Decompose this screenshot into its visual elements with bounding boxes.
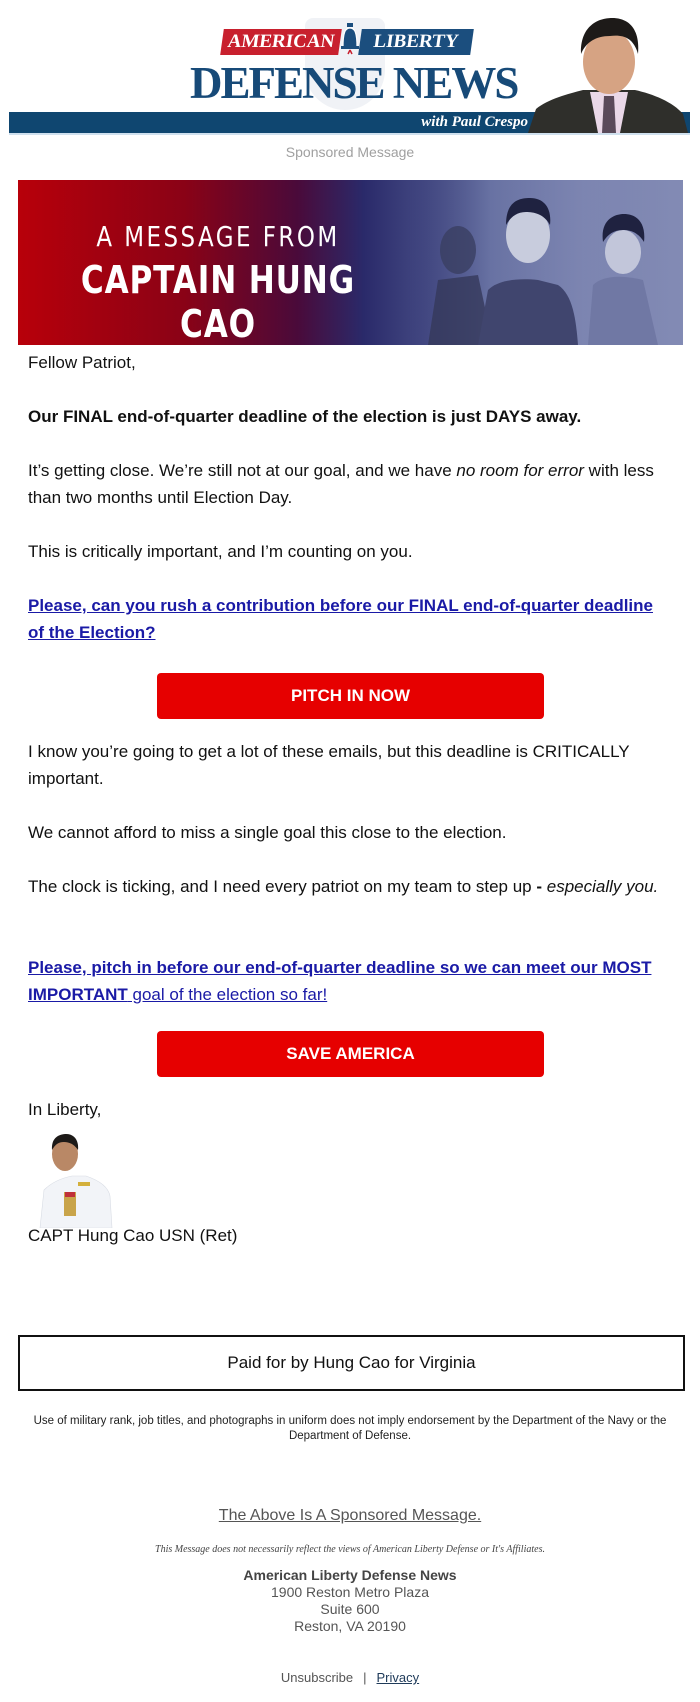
sponsored-message-link-text[interactable]: The Above Is A Sponsored Message. bbox=[218, 1507, 482, 1524]
footer-separator: | bbox=[363, 1670, 367, 1685]
save-america-button[interactable]: SAVE AMERICA bbox=[157, 1031, 544, 1077]
signature-photo bbox=[38, 1132, 114, 1228]
paragraph-5 bbox=[28, 873, 668, 900]
sponsored-label: Sponsored Message bbox=[285, 144, 415, 160]
footer-address-line-1: 1900 Reston Metro Plaza bbox=[271, 1584, 429, 1600]
headline bbox=[28, 403, 668, 430]
donate-link-2-rest[interactable]: goal of the election so far! bbox=[127, 985, 328, 1004]
header-band-underline bbox=[9, 133, 690, 135]
paragraph-5-dash: - bbox=[536, 877, 543, 896]
donate-link-1[interactable] bbox=[28, 592, 668, 646]
views-disclaimer: This Message does not necessarily reflect the views of American Liberty Defense or It's Affiliates. bbox=[155, 1544, 545, 1555]
footer-address-line-3: Reston, VA 20190 bbox=[294, 1618, 406, 1634]
paragraph-5-emphasis: especially you. bbox=[542, 877, 659, 896]
footer-address bbox=[0, 1567, 700, 1635]
donate-link-1-text[interactable]: Please, can you rush a contribution before our FINAL end-of-quarter deadline of the Election? bbox=[28, 596, 653, 642]
paragraph-2: This is critically important, and I’m counting on you. bbox=[28, 542, 413, 561]
donate-link-2-bold[interactable]: Please, pitch in before our end-of-quarter deadline so we can meet our MOST IMPORTANT bbox=[28, 958, 652, 1004]
paragraph-5-start: The clock is ticking, and I need every patriot on my team to step up bbox=[28, 877, 537, 896]
privacy-link[interactable]: Privacy bbox=[376, 1670, 420, 1685]
paragraph-1-emphasis: no room for error bbox=[456, 461, 584, 480]
footer-links bbox=[0, 1670, 700, 1685]
banner-line-2: CAPTAIN HUNG CAO bbox=[80, 258, 356, 345]
header-tagline: with Paul Crespo bbox=[421, 114, 528, 130]
donate-link-2[interactable] bbox=[28, 954, 668, 1008]
paragraph-4: We cannot afford to miss a single goal this close to the election. bbox=[28, 823, 507, 842]
paragraph-1-end: with less than two months until Election Day. bbox=[28, 461, 654, 507]
hero-banner[interactable] bbox=[18, 180, 683, 345]
footer-org-name: American Liberty Defense News bbox=[243, 1567, 457, 1583]
footer-address-line-2: Suite 600 bbox=[320, 1601, 380, 1617]
military-disclaimer: Use of military rank, job titles, and photographs in uniform does not imply endorsement by the Department of the Navy or the Department of Defense. bbox=[33, 1415, 667, 1442]
headline-text: Our FINAL end-of-quarter deadline of the election is just DAYS away. bbox=[28, 407, 582, 426]
paragraph-1-start: It’s getting close. We’re still not at our goal, and we have bbox=[28, 461, 457, 480]
paid-for-box: Paid for by Hung Cao for Virginia bbox=[18, 1335, 685, 1391]
closing: In Liberty, bbox=[28, 1100, 102, 1119]
unsubscribe-link[interactable]: Unsubscribe bbox=[280, 1670, 354, 1685]
host-photo bbox=[528, 14, 690, 133]
newsletter-header bbox=[0, 0, 700, 140]
paragraph-3: I know you’re going to get a lot of these emails, but this deadline is CRITICALLY important. bbox=[28, 742, 630, 788]
soldiers-image bbox=[408, 180, 683, 345]
greeting: Fellow Patriot, bbox=[28, 353, 136, 372]
sponsored-message-link[interactable] bbox=[0, 1507, 700, 1525]
logo-american-liberty bbox=[222, 29, 472, 55]
banner-line-1: A MESSAGE FROM bbox=[96, 220, 340, 253]
paragraph-1 bbox=[28, 457, 668, 511]
logo-defense-news: DEFENSE NEWS bbox=[190, 58, 518, 108]
pitch-in-now-button[interactable]: PITCH IN NOW bbox=[157, 673, 544, 719]
signature-name: CAPT Hung Cao USN (Ret) bbox=[28, 1226, 238, 1245]
logo-american-text: AMERICAN bbox=[220, 29, 342, 55]
logo-liberty-text: LIBERTY bbox=[358, 29, 474, 55]
